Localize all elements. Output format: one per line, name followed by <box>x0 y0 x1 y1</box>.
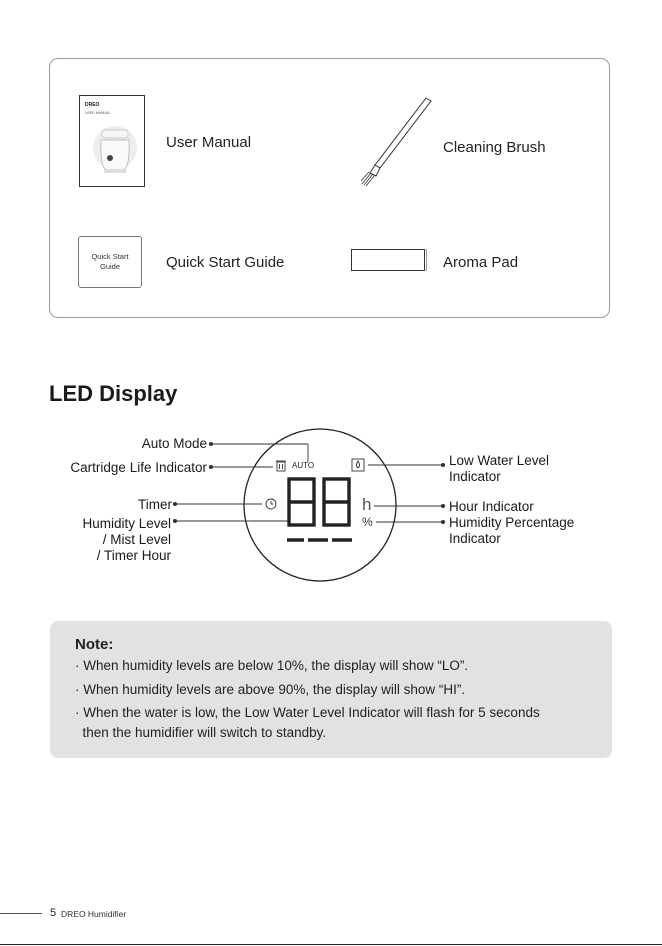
label-humidity-level <box>82 516 171 564</box>
hour-glyph: h <box>362 495 372 514</box>
auto-indicator: AUTO <box>292 461 315 470</box>
footer-brand: DREO Humidifier <box>61 909 127 919</box>
note-line-2: · When humidity levels are above 90%, the display will show “HI”. <box>75 682 466 697</box>
label-low-water-1: Low Water Level <box>449 453 550 468</box>
user-manual-image <box>79 95 145 187</box>
digits-88 <box>289 479 349 525</box>
label-humidity-pct-1: Humidity Percentage <box>449 515 575 530</box>
aroma-pad-label: Aroma Pad <box>443 254 519 271</box>
qsg-card-line-1: Quick Start <box>91 252 129 261</box>
label-humidity-percentage <box>449 515 574 547</box>
note-line-1: · When humidity levels are below 10%, the display will show “LO”. <box>75 658 469 673</box>
aroma-pad-edge <box>426 249 427 271</box>
user-manual-label: User Manual <box>166 134 252 151</box>
label-humidity-level-2: / Mist Level <box>102 532 171 547</box>
clock-icon <box>266 499 276 509</box>
percent-glyph: % <box>362 515 373 529</box>
note-title: Note: <box>75 636 114 653</box>
label-humidity-pct-2: Indicator <box>449 531 501 546</box>
label-low-water-2: Indicator <box>449 469 501 484</box>
cleaning-brush-icon <box>358 96 434 188</box>
page-number: 5 <box>50 907 57 919</box>
label-low-water <box>449 453 549 485</box>
cartridge-icon <box>276 461 286 471</box>
label-humidity-level-1: Humidity Level <box>82 516 171 531</box>
display-ring <box>244 429 396 581</box>
bottom-rule <box>0 944 662 945</box>
footer-rule <box>0 913 42 914</box>
aroma-pad-image <box>351 249 425 271</box>
label-humidity-level-3: / Timer Hour <box>96 548 171 563</box>
section-title: LED Display <box>49 381 178 406</box>
qsg-card-line-2: Guide <box>99 262 120 271</box>
note-line-4: then the humidifier will switch to standby. <box>75 725 327 740</box>
manual-brand: DREO <box>85 102 100 108</box>
label-hour-indicator: Hour Indicator <box>449 499 534 514</box>
quick-start-card <box>78 236 142 288</box>
cleaning-brush-label: Cleaning Brush <box>443 139 546 156</box>
water-drop-icon <box>352 459 364 471</box>
label-auto-mode: Auto Mode <box>141 436 207 451</box>
manual-subtitle: USER MANUAL <box>85 111 111 115</box>
led-diagram <box>0 420 662 600</box>
label-cartridge-life: Cartridge Life Indicator <box>70 460 207 475</box>
quick-start-guide-label: Quick Start Guide <box>166 254 285 271</box>
label-timer: Timer <box>138 497 172 512</box>
humidifier-illustration <box>88 114 138 182</box>
note-line-3: · When the water is low, the Low Water Level Indicator will flash for 5 seconds <box>75 705 540 720</box>
